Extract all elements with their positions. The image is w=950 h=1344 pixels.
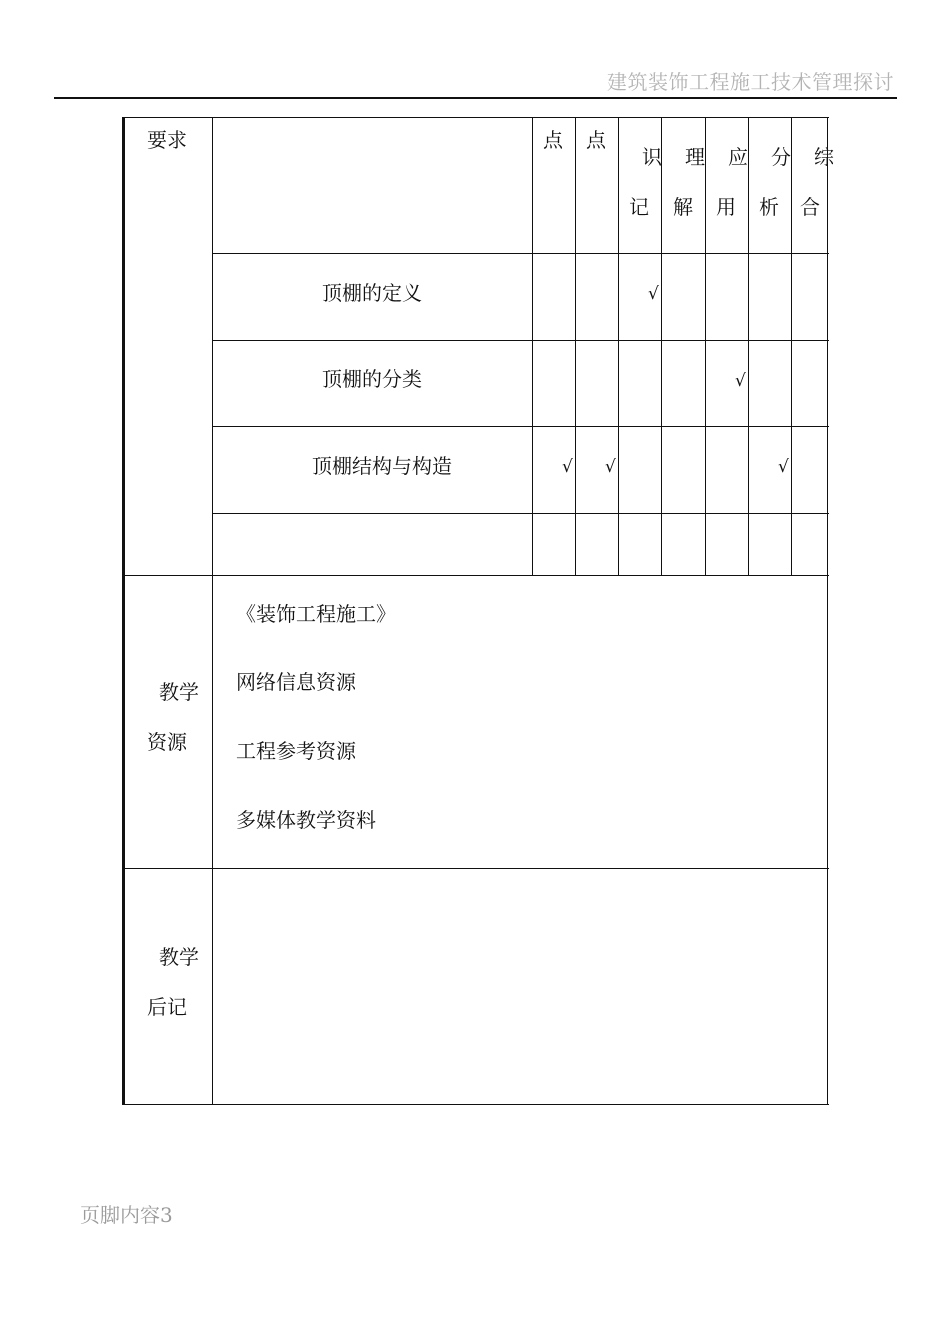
check-mark: √ [735, 371, 746, 391]
resources-label-line1: 教学 [159, 680, 199, 704]
column-header-top: 识 [642, 145, 662, 169]
section-divider [123, 575, 829, 576]
row-divider [212, 253, 829, 254]
resource-item: 《装饰工程施工》 [236, 602, 396, 626]
topic-cell: 顶棚的定义 [322, 281, 422, 305]
column-header-bottom: 解 [673, 195, 693, 219]
column-header-top: 点 [586, 128, 606, 152]
table-top-border [123, 117, 829, 118]
row-divider [212, 340, 829, 341]
label-column-divider [212, 117, 213, 1105]
check-mark: √ [605, 457, 616, 477]
page-footer: 页脚内容3 [80, 1203, 173, 1227]
resources-label-line2: 资源 [147, 730, 187, 754]
column-header-top: 综 [814, 145, 834, 169]
column-header-top: 分 [771, 145, 791, 169]
check-mark: √ [778, 457, 789, 477]
row-divider [212, 426, 829, 427]
column-divider [575, 117, 576, 576]
column-header-top: 应 [728, 145, 748, 169]
table-right-border [827, 117, 828, 1105]
row-divider [212, 513, 829, 514]
column-header-top: 点 [543, 128, 563, 152]
column-divider [661, 117, 662, 576]
topic-cell: 顶棚的分类 [322, 367, 422, 391]
notes-label-line2: 后记 [147, 995, 187, 1019]
table-left-border [122, 117, 125, 1105]
requirements-label: 要求 [147, 128, 187, 152]
section-divider [123, 868, 829, 869]
notes-label-line1: 教学 [159, 945, 199, 969]
column-divider [791, 117, 792, 576]
column-header-bottom: 合 [800, 195, 820, 219]
check-mark: √ [562, 457, 573, 477]
column-divider [705, 117, 706, 576]
column-divider [532, 117, 533, 576]
resource-item: 多媒体教学资料 [236, 808, 376, 832]
column-header-top: 理 [685, 145, 705, 169]
page-header-title: 建筑装饰工程施工技术管理探讨 [607, 70, 894, 94]
table-bottom-border [123, 1104, 829, 1105]
column-header-bottom: 记 [629, 195, 649, 219]
resource-item: 工程参考资源 [236, 739, 356, 763]
check-mark: √ [648, 284, 659, 304]
column-divider [748, 117, 749, 576]
topic-cell: 顶棚结构与构造 [312, 454, 452, 478]
column-divider [618, 117, 619, 576]
column-header-bottom: 析 [759, 195, 779, 219]
column-header-bottom: 用 [716, 195, 736, 219]
resource-item: 网络信息资源 [236, 670, 356, 694]
